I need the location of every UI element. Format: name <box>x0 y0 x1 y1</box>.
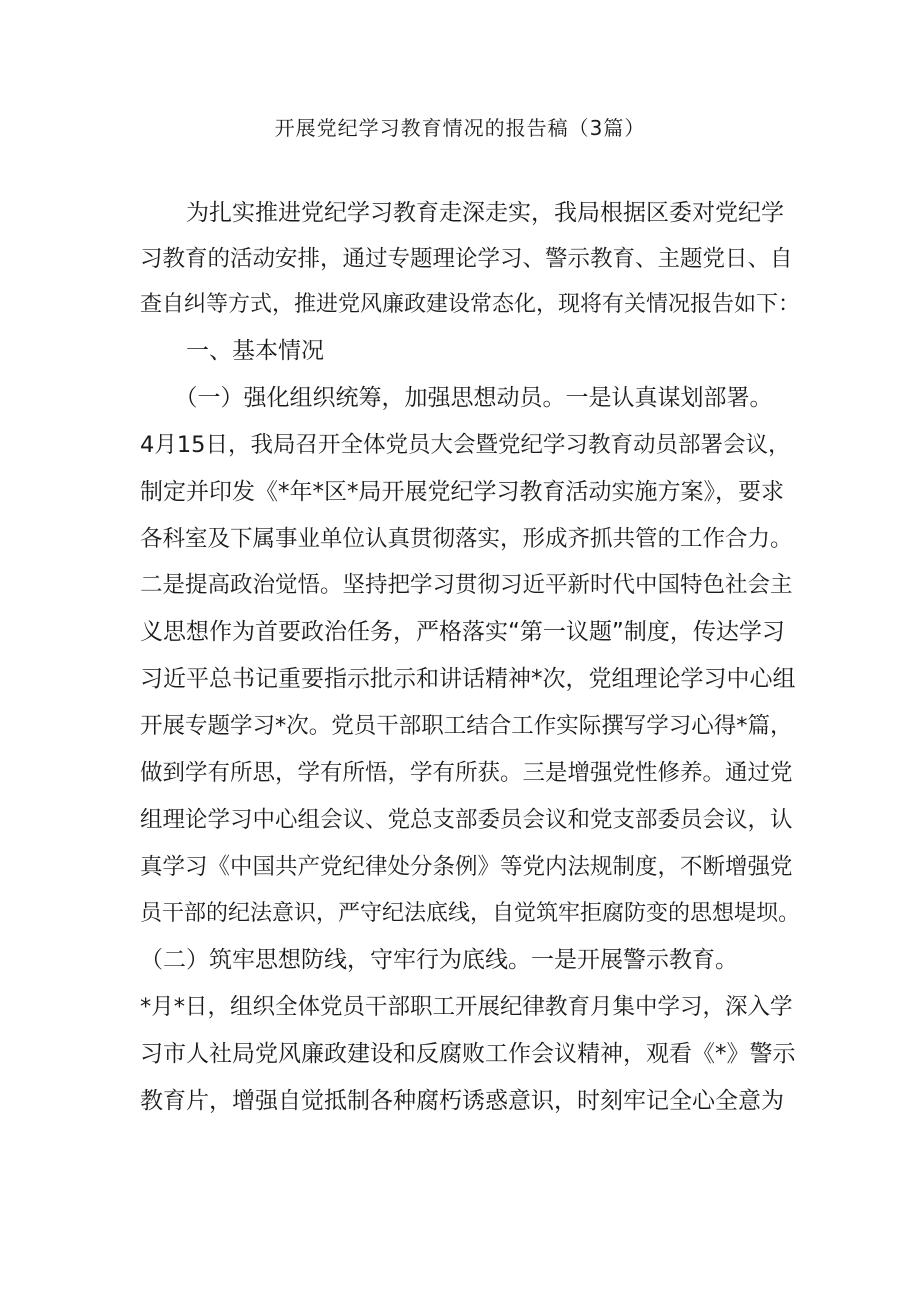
paragraph-line: 义思想作为首要政治任务，严格落实“第一议题”制度，传达学习 <box>140 619 785 645</box>
paragraph-line: *月*日，组织全体党员干部职工开展纪律教育月集中学习，深入学 <box>140 994 793 1020</box>
section-heading: 一、基本情况 <box>140 338 324 364</box>
paragraph-line: 习近平总书记重要指示批示和讲话精神*次，党组理论学习中心组 <box>140 666 796 692</box>
paragraph-line: 教育片，增强自觉抵制各种腐朽诱惑意识，时刻牢记全心全意为 <box>140 1088 784 1114</box>
paragraph-line: 习市人社局党风廉政建设和反腐败工作会议精神，观看《*》警示 <box>140 1041 796 1067</box>
paragraph-line: 习教育的活动安排，通过专题理论学习、警示教育、主题党日、自 <box>140 246 793 272</box>
paragraph-line: 开展专题学习*次。党员干部职工结合工作实际撰写学习心得*篇， <box>140 713 793 739</box>
paragraph-line: 制定并印发《*年*区*局开展党纪学习教育活动实施方案》，要求 <box>140 479 784 505</box>
paragraph-line: 查自纠等方式，推进党风廉政建设常态化，现将有关情况报告如下： <box>140 292 801 317</box>
paragraph-line: 真学习《中国共产党纪律处分条例》等党内法规制度，不断增强党 <box>140 854 793 880</box>
subsection-heading: （二）筑牢思想防线，守牢行为底线。一是开展警示教育。 <box>140 947 738 973</box>
paragraph-line: 4月15日，我局召开全体党员大会暨党纪学习教育动员部署会议， <box>140 432 791 458</box>
paragraph-line: 各科室及下属事业单位认真贯彻落实，形成齐抓共管的工作合力。 <box>140 526 793 552</box>
paragraph-line: 为扎实推进党纪学习教育走深走实，我局根据区委对党纪学 <box>140 200 784 226</box>
paragraph-line: （一）强化组织统筹，加强思想动员。一是认真谋划部署。 <box>140 385 773 411</box>
paragraph-line: 二是提高政治觉悟。坚持把学习贯彻习近平新时代中国特色社会主 <box>140 572 793 598</box>
document-title: 开展党纪学习教育情况的报告稿（3篇） <box>274 116 646 140</box>
paragraph-line: 组理论学习中心组会议、党总支部委员会议和党支部委员会议，认 <box>140 807 793 833</box>
paragraph-line: 做到学有所思，学有所悟，学有所获。三是增强党性修养。通过党 <box>140 760 793 786</box>
paragraph-line: 员干部的纪法意识，严守纪法底线，自觉筑牢拒腐防变的思想堤坝。 <box>140 901 801 926</box>
